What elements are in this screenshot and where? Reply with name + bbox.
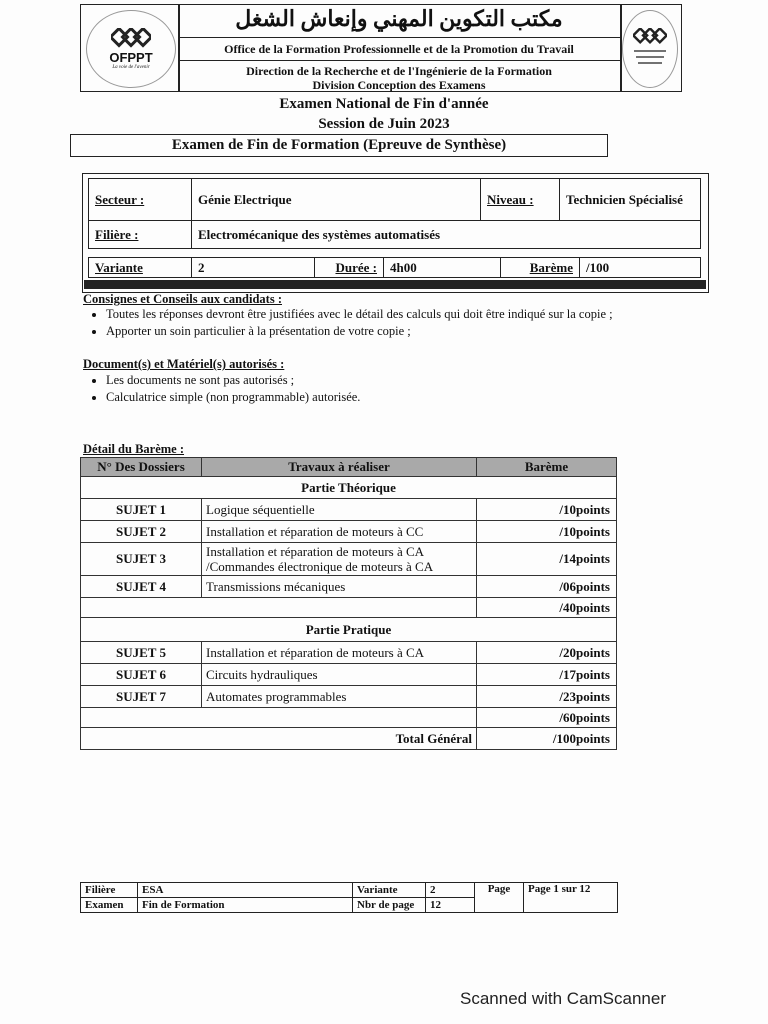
- partie-pratique: Partie Pratique: [81, 618, 617, 642]
- points-cell: /06points: [477, 576, 617, 598]
- direction-name: Direction de la Recherche et de l'Ingénierie de la Formation: [246, 64, 552, 78]
- sujet-cell: SUJET 4: [81, 576, 202, 598]
- table-row: [81, 499, 617, 521]
- exam-session: Session de Juin 2023: [318, 116, 450, 132]
- footer-examen-label: Examen: [81, 898, 138, 913]
- scan-shadow-bar: [84, 280, 706, 289]
- travail-cell: Installation et réparation de moteurs à CA /Commandes électronique de moteurs à CA: [202, 543, 477, 576]
- duree-label: Durée :: [335, 259, 377, 275]
- footer-nbr-label: Nbr de page: [353, 898, 426, 913]
- info-table: [88, 178, 701, 249]
- secteur-value: Génie Electrique: [192, 179, 481, 221]
- table-row: [81, 543, 617, 576]
- table-row: [81, 664, 617, 686]
- consignes-title: Consignes et Conseils aux candidats :: [83, 292, 282, 306]
- total-row: [81, 728, 617, 750]
- header-rule: [178, 60, 620, 61]
- duree-value: 4h00: [384, 258, 501, 278]
- table-row: [81, 642, 617, 664]
- footer-table: [80, 882, 618, 913]
- sujet-cell: SUJET 1: [81, 499, 202, 521]
- arabic-title: مكتب التكوين المهني وإنعاش الشغل: [235, 6, 563, 31]
- table-row: [81, 686, 617, 708]
- travail-cell: Logique séquentielle: [202, 499, 477, 521]
- header-divider-right: [620, 4, 622, 92]
- consigne-item: • Toutes les réponses devront être justifiées avec le détail des calculs qui doit être indiqué sur la copie ;: [106, 306, 706, 323]
- subtotal-row: [81, 598, 617, 618]
- filiere-label: Filière :: [95, 226, 139, 242]
- sujet-cell: SUJET 2: [81, 521, 202, 543]
- table-row: [81, 521, 617, 543]
- footer-filiere-value: ESA: [138, 883, 353, 898]
- sujet-cell: SUJET 3: [81, 543, 202, 576]
- footer-page-label: Page: [475, 883, 524, 913]
- variante-value: 2: [192, 258, 315, 278]
- camscanner-watermark: Scanned with CamScanner: [460, 989, 667, 1008]
- footer-variante-value: 2: [426, 883, 475, 898]
- points-cell: /10points: [477, 499, 617, 521]
- documents-title: Document(s) et Matériel(s) autorisés :: [83, 357, 285, 371]
- partie-theorique: Partie Théorique: [81, 477, 617, 499]
- division-name: Division Conception des Examens: [312, 78, 486, 92]
- variante-table: [88, 257, 701, 278]
- document-item: • Calculatrice simple (non programmable) autorisée.: [106, 389, 706, 406]
- theorique-total: /40points: [477, 598, 617, 618]
- sujet-cell: SUJET 6: [81, 664, 202, 686]
- exam-type: Examen de Fin de Formation (Epreuve de Synthèse): [171, 137, 507, 153]
- exam-type-box: [70, 134, 608, 157]
- points-cell: /10points: [477, 521, 617, 543]
- arabic-logo-text-icon: [630, 46, 670, 70]
- points-cell: /23points: [477, 686, 617, 708]
- variante-label: Variante: [95, 259, 143, 275]
- sujet-cell: SUJET 7: [81, 686, 202, 708]
- subtotal-row: [81, 708, 617, 728]
- sujet-cell: SUJET 5: [81, 642, 202, 664]
- footer-nbr-value: 12: [426, 898, 475, 913]
- pratique-total: /60points: [477, 708, 617, 728]
- ofppt-logo-right: [622, 10, 678, 88]
- points-cell: /14points: [477, 543, 617, 576]
- points-cell: /17points: [477, 664, 617, 686]
- footer-variante-label: Variante: [353, 883, 426, 898]
- travail-cell: Installation et réparation de moteurs à CC: [202, 521, 477, 543]
- niveau-value: Technicien Spécialisé: [560, 179, 701, 221]
- ofppt-emblem-icon: [111, 28, 151, 50]
- footer-page-value: Page 1 sur 12: [524, 883, 618, 913]
- bareme-title: Détail du Barème :: [83, 442, 185, 456]
- ofppt-emblem-icon: [633, 28, 667, 46]
- niveau-label: Niveau :: [487, 191, 534, 207]
- document-item: • Les documents ne sont pas autorisés ;: [106, 372, 706, 389]
- travail-cell: Transmissions mécaniques: [202, 576, 477, 598]
- consigne-item: • Apporter un soin particulier à la présentation de votre copie ;: [106, 323, 706, 340]
- total-value: /100points: [477, 728, 617, 750]
- footer-filiere-label: Filière: [81, 883, 138, 898]
- exam-title: Examen National de Fin d'année: [279, 96, 489, 112]
- secteur-label: Secteur :: [95, 191, 145, 207]
- footer-examen-value: Fin de Formation: [138, 898, 353, 913]
- total-label: Total Général: [81, 728, 477, 750]
- header-rule: [178, 37, 620, 38]
- travail-cell: Installation et réparation de moteurs à CA: [202, 642, 477, 664]
- bareme-table: [80, 457, 617, 750]
- points-cell: /20points: [477, 642, 617, 664]
- col-header-dossiers: N° Des Dossiers: [81, 458, 202, 477]
- office-name: Office de la Formation Professionnelle et de la Promotion du Travail: [224, 42, 574, 56]
- table-row: [81, 576, 617, 598]
- consignes-list: [82, 306, 706, 340]
- logo-text: OFPPT: [109, 50, 153, 65]
- col-header-bareme: Barème: [477, 458, 617, 477]
- logo-tagline: La voie de l'avenir: [112, 65, 150, 70]
- documents-list: [82, 372, 706, 406]
- filiere-value: Electromécanique des systèmes automatisés: [192, 221, 701, 249]
- travail-cell: Circuits hydrauliques: [202, 664, 477, 686]
- bareme-label: Barème: [529, 259, 573, 275]
- bareme-value: /100: [580, 258, 701, 278]
- col-header-travaux: Travaux à réaliser: [202, 458, 477, 477]
- ofppt-logo-left: [86, 10, 176, 88]
- travail-cell: Automates programmables: [202, 686, 477, 708]
